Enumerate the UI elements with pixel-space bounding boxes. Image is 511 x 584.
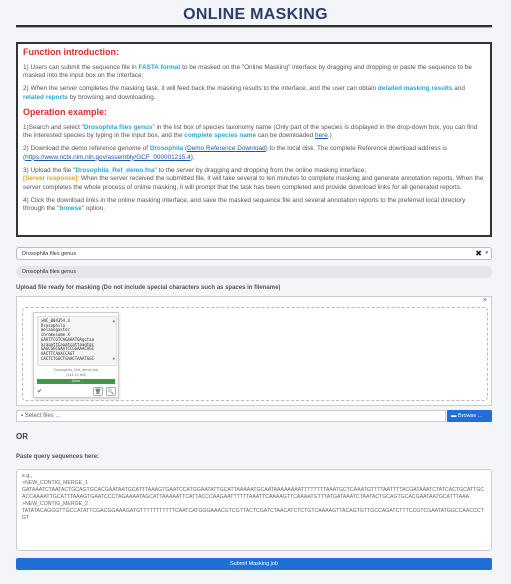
- species-list-link[interactable]: here: [315, 132, 328, 140]
- operation-item-2: 2) Download the demo reference genome of Drosophila (Demo Reference Download) to the local disk. The complete Reference download address is (https://www.ncbi.nlm.nih.gov/assembly/GCF_000001215.4);: [23, 145, 448, 161]
- check-icon: ✔: [37, 389, 43, 396]
- operation-item-3: 3) Upload the file "Drosophila_Ref_demo.fna" to the server by dragging and dropping from the online masking interface; [Server response]: When the server received the submitted file, it will take several to ten minutes to complete masking and generate annotation reports. When the server completes the whole process of online masking, it will prompt that the task has been completed and provide download links for all generated reports.: [23, 167, 484, 191]
- file-size: (144.12 KB): [65, 372, 87, 377]
- file-drop-zone[interactable]: [16, 296, 492, 406]
- operation-heading: Operation example:: [23, 107, 108, 117]
- paste-label: Paste query sequences here:: [16, 454, 100, 460]
- folder-icon: ▬: [451, 413, 459, 419]
- sequence-textarea[interactable]: e.g., >NEW_CONTIG_MERGE_1 GATAAATCTAATACTGCAGTGCACGAATAATGCATTTAAAGTGAATCCATGGAATATTGCATTAAAAATGCAATAAAAAAAATTTTTTTTAAATGCTCAAATGTTTTAATTTTACGATAAATCTATCACTGCATTGCACCAAAATTGCATTTAAAGTGAATCCCTAGAAAATAGCATTAAAAATTCATTACCCAAGAATTTTTTAAATTCAAAAGTTCAAAATGTTTATGATAAATCTAATACTGCAGTGCACGAATAATGCATTTAAA >NEW_CONTIG_MERGE_2 TATATACAGGGTTGCCATATTCGACGGAAAGATGTTTTTTTTTTTCAATCATGGGAAACGTCGTTACTCGATCTAACATCTCTGTCAAAAGTTACAGTGTTGCCAGATCTTTCCGTCGAATATGGCCAACCCTGT: [16, 469, 492, 551]
- file-thumbnail: [33, 312, 119, 398]
- upload-progress-bar: Done: [37, 379, 115, 384]
- browse-button[interactable]: ▬ Browse ...: [447, 410, 492, 422]
- function-item-1: 1) Users can submit the sequence file in FASTA format to be masked on the "Online Masking" interface by dragging and dropping or paste the sequence to be masked into the input box on the interface;: [23, 63, 472, 80]
- server-response-label: [Server response]: [23, 175, 78, 183]
- species-select-value: Drosophila files genus: [22, 251, 77, 257]
- function-item-2: 2) When the server completes the masking task, it will feed back the masking results to the interface, and the user can obtain detailed masking results and related reports by browsing and downloading.: [23, 85, 465, 101]
- operation-item-1: 1)Search and select "Drosophila files genus" in the list box of species taxonomy name (Only part of the species is displayed in the drop-down box, you can find the interested species by typing in the input box, and the complete species name can be downloaded here.): [23, 123, 478, 140]
- close-icon[interactable]: ×: [482, 297, 487, 304]
- demo-reference-link[interactable]: Demo Reference Download: [187, 145, 266, 153]
- file-icon: ▪: [21, 413, 25, 419]
- close-icon[interactable]: ✖: [475, 249, 482, 258]
- file-select-row: [16, 410, 492, 422]
- intro-panel: [16, 42, 492, 237]
- file-name: Drosophila_Ref_demo.fna (144.12 KB): [53, 368, 99, 377]
- zoom-icon[interactable]: 🔍: [107, 389, 115, 396]
- thumbnail-actions: [37, 386, 115, 398]
- page-title: ONLINE MASKING: [183, 6, 328, 23]
- trash-icon[interactable]: 🗑: [94, 389, 102, 396]
- species-select[interactable]: [16, 247, 492, 260]
- scroll-arrows-icon[interactable]: ▲ ▼: [112, 318, 115, 361]
- operation-item-4: 4) Click the download links in the online masking interface, and save the masked sequence file and several annotation reports to the preferred local directory through the "browse" option.: [23, 196, 466, 213]
- submit-masking-button[interactable]: Submit Masking job: [16, 558, 492, 570]
- or-divider-label: OR: [16, 432, 28, 441]
- file-preview: >NC_004354.4 Drosophila melanogaster chromosome X GAATTCGTCAGAAATGAgctaa acaaattCaaatcattaagtgc GAGCGGCGAATCCGGAAACAGC AACTTCAAACCAGT CACTCTGGCTGAACTAAATGGC ▲ ▼: [37, 316, 117, 366]
- file-path-input[interactable]: ▪ Select files ...: [16, 410, 446, 422]
- selected-species-tag[interactable]: Drosophila files genus: [16, 266, 492, 278]
- drop-area[interactable]: [22, 307, 488, 401]
- function-heading: Function introduction:: [23, 47, 119, 57]
- caret-down-icon[interactable]: ▾: [485, 250, 488, 256]
- title-divider: [16, 25, 492, 28]
- upload-label: Upload file ready for masking (Do not include special characters such as spaces in filename): [16, 285, 281, 291]
- ncbi-assembly-link[interactable]: https://www.ncbi.nlm.nih.gov/assembly/GCF_000001215.4: [25, 153, 191, 161]
